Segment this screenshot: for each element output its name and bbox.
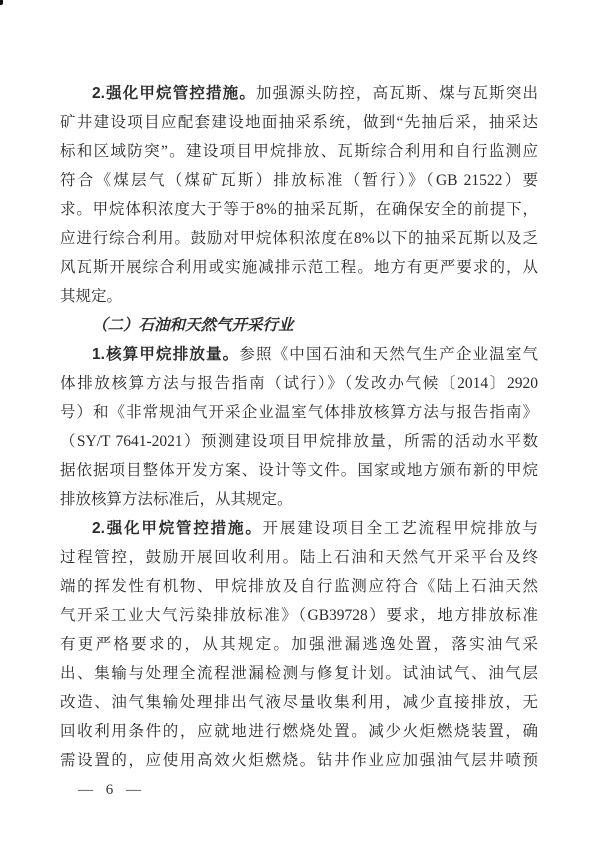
- body-text: 参照《中国石油和天然气生产企业温室气: [239, 346, 538, 363]
- text-line: [60, 224, 538, 253]
- text-line: [60, 311, 538, 340]
- text-line: [60, 340, 538, 369]
- text-line: [60, 746, 538, 775]
- text-line: [60, 717, 538, 746]
- body-text: 体排放核算方法与报告指南（试行）》（发改办气候〔2014〕2920: [60, 375, 538, 392]
- body-text: 标和区域防突”。建设项目甲烷排放、瓦斯综合利用和自行监测应: [60, 143, 538, 160]
- text-line: [60, 543, 538, 572]
- text-line: [60, 137, 538, 166]
- body-text: 端的挥发性有机物、甲烷排放及自行监测应符合《陆上石油天然: [60, 578, 538, 595]
- body-text: 求。甲烷体积浓度大于等于8%的抽采瓦斯，在确保安全的前提下，: [60, 201, 538, 218]
- text-line: [60, 630, 538, 659]
- body-text: （SY/T 7641-2021）预测建设项目甲烷排放量，所需的活动水平数: [60, 433, 538, 450]
- text-line: [60, 253, 538, 282]
- body-text: 开展建设项目全工艺流程甲烷排放与: [262, 520, 538, 537]
- body-text: 风瓦斯开展综合利用或实施减排示范工程。地方有更严要求的，从: [60, 259, 538, 276]
- text-line: [60, 601, 538, 630]
- text-line: [60, 398, 538, 427]
- run-in-heading: 2.强化甲烷管控措施。: [92, 520, 263, 537]
- body-text: 号）和《非常规油气开采企业温室气体排放核算方法与报告指南》: [60, 404, 538, 421]
- text-line: [60, 79, 538, 108]
- body-text: 需设置的，应使用高效火炬燃烧。钻井作业应加强油气层井喷预: [60, 752, 538, 769]
- body-text: 其规定。: [60, 288, 123, 305]
- body-text: 气开采工业大气污染排放标准》（GB39728）要求，地方排放标准: [60, 607, 538, 624]
- text-line: [60, 282, 538, 311]
- text-line: [60, 427, 538, 456]
- body-text: 符合《煤层气（煤矿瓦斯）排放标准（暂行）》（GB 21522）要: [60, 172, 538, 189]
- text-line: [60, 572, 538, 601]
- page-number: — 6 —: [78, 782, 142, 798]
- body-text: 出、集输与处理全流程泄漏检测与修复计划。试油试气、油气层: [60, 665, 538, 682]
- run-in-heading: 1.核算甲烷排放量。: [92, 346, 240, 363]
- text-line: [60, 485, 538, 514]
- body-text: 回收利用条件的，应就地进行燃烧处置。减少火炬燃烧装置，确: [60, 723, 538, 740]
- text-line: [60, 688, 538, 717]
- text-line: [60, 456, 538, 485]
- document-body: [60, 79, 538, 775]
- body-text: 矿井建设项目应配套建设地面抽采系统，做到“先抽后采，抽采达: [60, 114, 538, 131]
- text-line: [60, 166, 538, 195]
- scan-corner-artifact: [0, 0, 3, 5]
- body-text: 加强源头防控，高瓦斯、煤与瓦斯突出: [255, 85, 538, 102]
- body-text: 据依据项目整体开发方案、设计等文件。国家或地方颁布新的甲烷: [60, 462, 538, 479]
- body-text: 排放核算方法标准后，从其规定。: [60, 491, 293, 508]
- text-line: [60, 659, 538, 688]
- text-line: [60, 195, 538, 224]
- text-line: [60, 108, 538, 137]
- body-text: 有更严格要求的，从其规定。加强泄漏逃逸处置，落实油气采: [60, 636, 538, 653]
- body-text: 应进行综合利用。鼓励对甲烷体积浓度在8%以下的抽采瓦斯以及乏: [60, 230, 538, 247]
- text-line: [60, 514, 538, 543]
- section-heading: （二）石油和天然气开采行业: [92, 317, 294, 334]
- text-line: [60, 369, 538, 398]
- body-text: 改造、油气集输处理排出气液尽量收集利用，减少直接排放，无: [60, 694, 538, 711]
- body-text: 过程管控，鼓励开展回收利用。陆上石油和天然气开采平台及终: [60, 549, 538, 566]
- run-in-heading: 2.强化甲烷管控措施。: [92, 85, 256, 102]
